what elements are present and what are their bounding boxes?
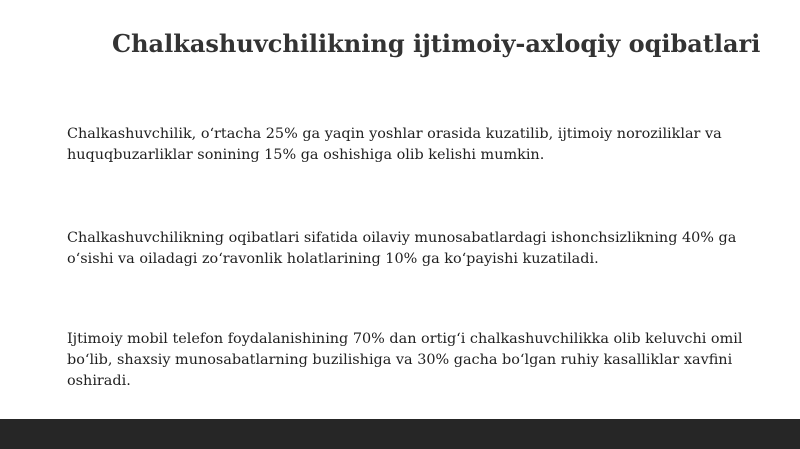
slide-title: Chalkashuvchilikning ijtimoiy-axloqiy oqibatlari bbox=[112, 29, 761, 58]
paragraph-2: Chalkashuvchilikning oqibatlari sifatida oilaviy munosabatlardagi ishonchsizlikning 40% ga o‘sishi va oiladagi zo‘ravonlik holatlarining 10% ga ko‘payishi kuzatiladi. bbox=[67, 230, 737, 267]
footer-bar bbox=[0, 419, 800, 449]
paragraph-1: Chalkashuvchilik, o‘rtacha 25% ga yaqin yoshlar orasida kuzatilib, ijtimoiy noroziliklar va huquqbuzarliklar sonining 15% ga oshishiga olib kelishi mumkin. bbox=[67, 126, 722, 163]
paragraph-3: Ijtimoiy mobil telefon foydalanishining 70% dan ortig‘i chalkashuvchilikka olib keluvchi omil bo‘lib, shaxsiy munosabatlarning buzilishiga va 30% gacha bo‘lgan ruhiy kasalliklar xavfini oshiradi. bbox=[67, 331, 743, 389]
